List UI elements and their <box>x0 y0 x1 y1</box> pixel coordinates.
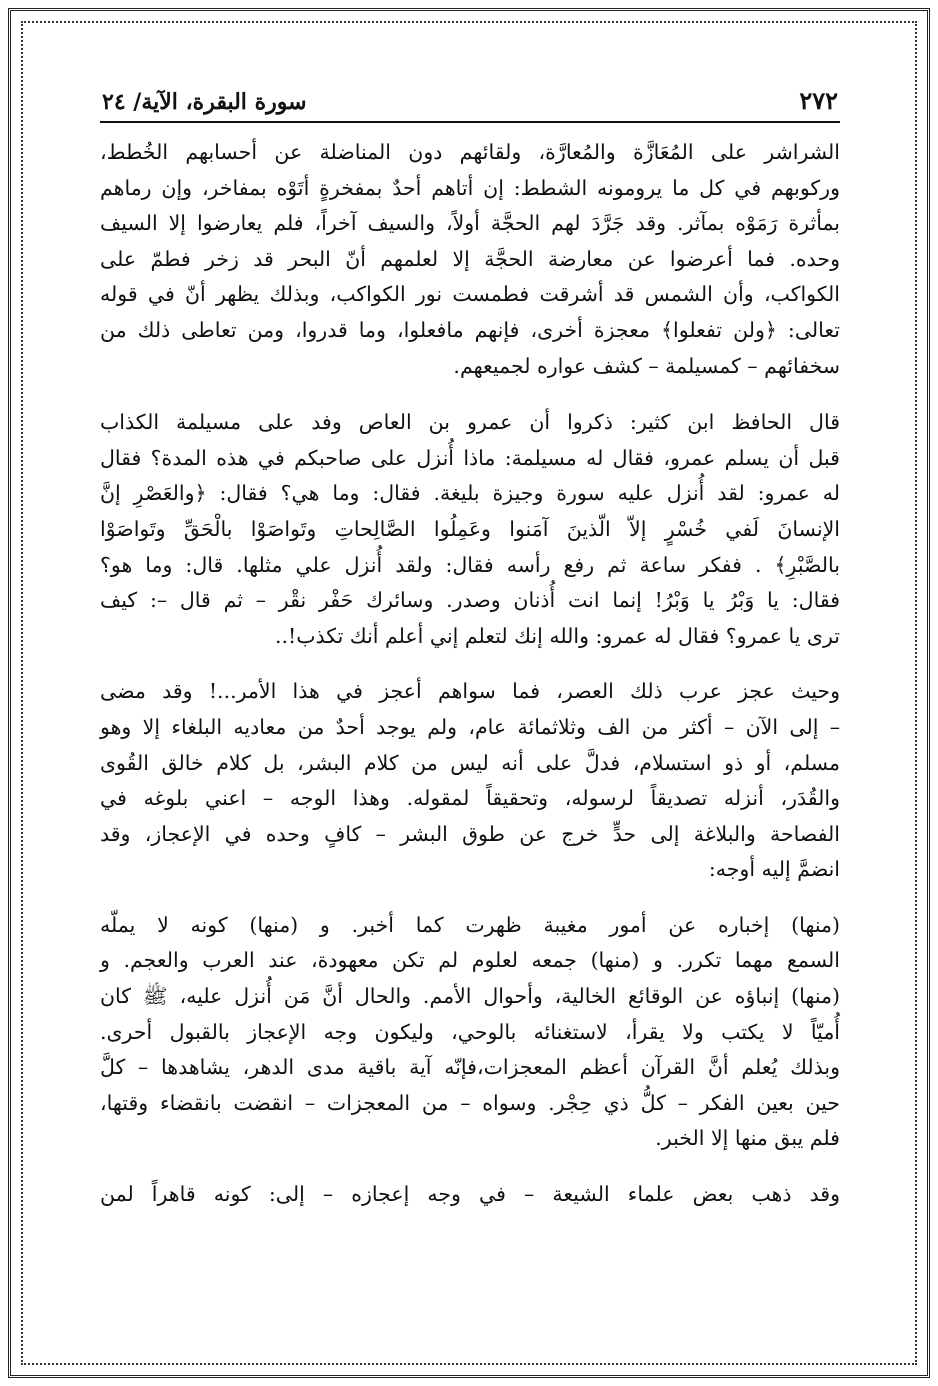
paragraph-3 <box>100 674 840 888</box>
text-line: قبل أن يسلم عمرو، فقال له مسيلمة: ماذا أُنزل على صاحبكم في هذه المدة؟ فقال <box>100 445 840 470</box>
text-line: مسلم، أو ذو استسلام، فدلَّ على أنه ليس من كلام البشر، بل كلام خالق القُوى <box>100 750 840 775</box>
page-content <box>100 75 840 1335</box>
text-line: الإنسانَ لَفي خُسْرٍ إلاّ الّذينَ آمَنوا وعَمِلُوا الصَّالِحاتِ وتَواصَوْا بالْحَقِّ وتَواصَوْا <box>100 516 840 541</box>
text-line: وركوبهم في كل ما يرومونه الشطط: إن أتاهم أحدٌ بمفخرةٍ أتَوْه بمفاخر، وإن رماهم <box>100 175 840 200</box>
text-line: السمع مهما تكرر. و (منها) جمعه لعلوم لم تكن معهودة، عند العرب والعجم. و <box>100 948 840 973</box>
page-number: ٢٧٢ <box>799 86 838 115</box>
text-line: – إلى الآن – أكثر من الف وثلاثمائة عام، ولم يوجد أحدٌ من معاديه البلغاء إلا وهو <box>100 714 840 739</box>
text-line: الشراشر على المُعَازَّة والمُعارَّة، ولقائهم دون المناضلة عن أحسابهم الخُطط، <box>100 140 840 164</box>
text-line: بالصَّبْرِ﴾ . ففكر ساعة ثم رفع رأسه فقال: ولقد أُنزل علي مثلها. قال: وما هو؟ <box>100 552 840 577</box>
text-line: فلم يبق منها إلا الخبر. <box>655 1126 840 1151</box>
paragraph-4 <box>100 908 840 1157</box>
text-line: بمأثرة رَمَوْه بمآثر. وقد جَرَّدَ لهم الحجَّة أولاً، والسيف آخراً، فلم يعارضوا إلا السيف <box>100 211 840 236</box>
text-line: وقد ذهب بعض علماء الشيعة – في وجه إعجازه – إلى: كونه قاهراً لمن <box>100 1182 840 1207</box>
text-line: (منها) إنباؤه عن الوقائع الخالية، وأحوال الأمم. والحال أنَّ مَن أُنزل عليه، ﷺ كان <box>100 984 840 1009</box>
text-line: (منها) إخباره عن أمور مغيبة ظهرت كما أخبر. و (منها) كونه لا يملّه <box>100 912 840 937</box>
paragraph-1 <box>100 135 840 384</box>
text-line: فقال: يا وَبْرُ يا وَبْرُ! إنما انت أُذنان وصدر. وسائرك حَفْر نقْر – ثم قال –: كيف <box>100 588 840 613</box>
text-line: والقُدَر، أنزله تصديقاً لرسوله، وتحقيقاً لمقوله. وهذا الوجه – اعني بلوغه في <box>100 786 840 811</box>
text-line: حين بعين الفكر – كلُّ ذي حِجْر. وسواه – من المعجزات – انقضت بانقضاء وقتها، <box>100 1090 840 1115</box>
text-line: تعالى: ﴿ولن تفعلوا﴾ معجزة أخرى، فإنهم مافعلوا، وما قدروا، ومن تعاطى ذلك من <box>100 317 840 342</box>
paragraph-2 <box>100 405 840 654</box>
text-line: سخفائهم – كمسيلمة – كشف عواره لجميعهم. <box>453 353 840 378</box>
surah-title: سورة البقرة، الآية/ ٢٤ <box>102 89 307 115</box>
text-line: الكواكب، وأن الشمس قد أشرقت فطمست نور الكواكب، وبذلك يظهر أنّ في قوله <box>100 282 840 307</box>
text-line: وبذلك يُعلم أنَّ القرآن أعظم المعجزات،فإنّه آية باقية مدى الدهر، يشاهدها – كلَّ <box>100 1055 840 1080</box>
text-line: أُميّاً لا يكتب ولا يقرأ، لاستغنائه بالوحي، وليكون وجه الإعجاز بالقبول أحرى. <box>100 1019 840 1044</box>
text-line: الفصاحة والبلاغة إلى حدٍّ خرج عن طوق البشر – كافٍ وحده في الإعجاز، وقد <box>100 821 840 846</box>
text-line: وحيث عجز عرب ذلك العصر، فما سواهم أعجز في هذا الأمر...! وقد مضى <box>100 679 840 704</box>
text-line: ترى يا عمرو؟ فقال له عمرو: والله إنك لتعلم إني أعلم أنك تكذب!.. <box>274 623 840 648</box>
text-line: له عمرو: لقد أُنزل عليه سورة وجيزة بليغة. فقال: وما هي؟ فقال: ﴿والعَصْرِ إنَّ <box>100 481 840 506</box>
text-line: وحده. فما أعرضوا عن معارضة الحجَّة إلا لعلمهم أنّ البحر قد زخر فطمّ على <box>100 246 840 271</box>
running-header <box>100 75 840 123</box>
text-line: قال الحافظ ابن كثير: ذكروا أن عمرو بن العاص وفد على مسيلمة الكذاب <box>100 410 840 435</box>
text-line: انضمَّ إليه أوجه: <box>708 857 840 882</box>
paragraph-5 <box>100 1177 840 1213</box>
